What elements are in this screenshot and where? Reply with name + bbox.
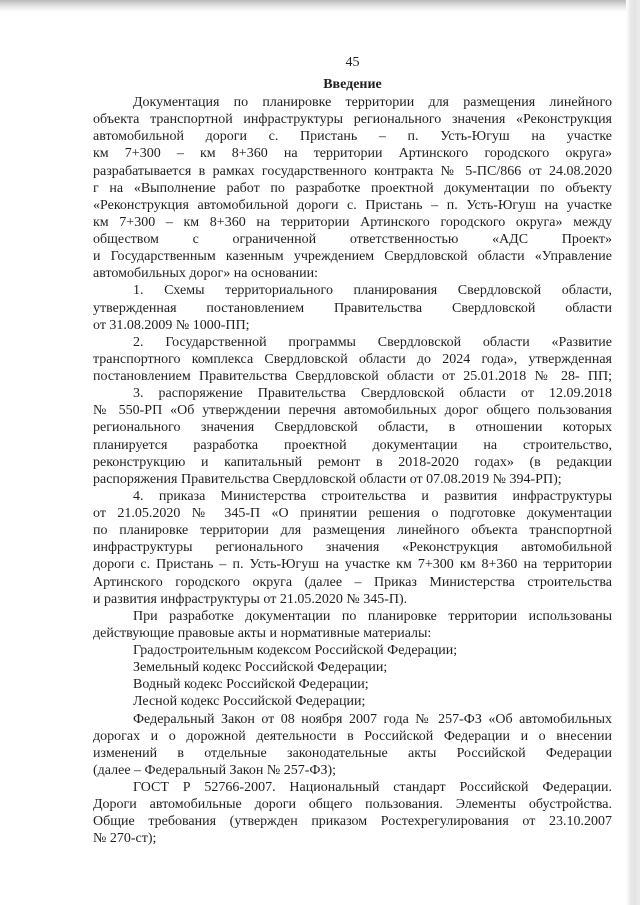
paragraph-materials [93,608,612,642]
text-line: инфраструктуры регионального значения «Реконструкция автомобильной [93,540,612,556]
text-line: изменений в отдельные законодательные акты Российской Федерации [93,745,612,761]
text-line: постановлением Правительства Свердловской области от 25.01.2018 № 28- ПП; [93,369,612,384]
text-line: Водный кодекс Российской Федерации; [133,677,369,693]
text-line: объекта транспортной инфраструктуры регионального значения «Реконструкция [93,112,612,128]
text-line: 2. Государственной программы Свердловской области «Развитие [133,334,612,350]
reference-gost-standard [93,779,612,848]
text-line: дорогах и о дорожной деятельности в Российской Федерации и о внесении [93,728,612,744]
text-line: км 7+300 – км 8+360 на территории Артинского городского округа» между [93,214,612,230]
page-number: 45 [345,55,360,70]
paragraph-intro [93,94,612,282]
reference-town-planning-code [93,642,612,659]
text-line: № 550-РП «Об утверждении перечня автомобильных дорог общего пользования [93,403,612,419]
text-line: по планировке территории для размещения линейного объекта транспортной [93,523,612,539]
text-line: регионального значения Свердловской области, в отношении которых [93,420,612,436]
list-item-4 [93,488,612,608]
reference-land-code [93,659,612,676]
text-line: Артинского городского округа (далее – Приказ Министерства строительства [93,574,612,590]
text-line: автомобильных дорог» на основании: [93,266,319,282]
section-heading: Введение [323,77,382,92]
text-line: разрабатывается в рамках государственного контракта № 5-ПС/866 от 24.08.2020 [93,163,612,179]
text-line: 4. приказа Министерства строительства и развития инфраструктуры [133,488,612,504]
text-line: дороги с. Пристань – п. Усть-Югуш на участке км 7+300 км 8+360 на территории [93,557,612,573]
text-line: «Реконструкция автомобильной дороги с. Пристань – п. Усть-Югуш на участке [93,197,612,213]
text-line: транспортного комплекса Свердловской области до 2024 года», утвержденная [93,351,612,367]
reference-forest-code [93,693,612,710]
list-item-3 [93,385,612,488]
text-line: распоряжения Правительства Свердловской области от 07.08.2019 № 394-РП); [93,471,562,487]
text-line: При разработке документации по планировке территории использованы [133,608,612,624]
text-line: № 270-ст); [93,831,157,847]
text-line: обществом с ограниченной ответственностью «АДС Проект» [93,232,612,247]
scan-right-edge [626,0,640,905]
text-line: утвержденная постановлением Правительства Свердловской области [93,300,612,316]
text-line: автомобильной дороги с. Пристань – п. Усть-Югуш на участке [93,129,612,145]
text-line: г на «Выполнение работ по разработке проектной документации по объекту [93,180,612,196]
list-item-2 [93,334,612,385]
text-line: Федеральный Закон от 08 ноября 2007 года № 257-ФЗ «Об автомобильных [133,711,612,727]
text-line: Градостроительным кодексом Российской Федерации; [133,643,458,658]
document-page [93,54,612,848]
text-line: Общие требования (утвержден приказом Ростехрегулирования от 23.10.2007 [93,814,612,830]
text-line: 1. Схемы территориального планирования Свердловской области, [133,283,612,299]
text-line: Документация по планировке территории для размещения линейного [133,95,612,110]
reference-federal-law [93,711,612,780]
text-line: действующие правовые акты и нормативные материалы: [93,625,432,641]
text-line: км 7+300 – км 8+360 на территории Артинского городского округа» [93,146,612,162]
text-line: Лесной кодекс Российской Федерации; [133,694,366,710]
text-line: ГОСТ Р 52766-2007. Национальный стандарт Российской Федерации. [133,780,612,795]
text-line: (далее – Федеральный Закон № 257-ФЗ); [93,762,337,778]
text-line: и Государственным казенным учреждением Свердловской области «Управление [93,249,612,265]
text-line: Земельный кодекс Российской Федерации; [133,660,388,676]
text-line: и развития инфраструктуры от 21.05.2020 № 345-П). [93,591,408,607]
text-line: Дороги автомобильные дороги общего пользования. Элементы обустройства. [93,797,612,813]
list-item-1 [93,282,612,333]
text-line: от 31.08.2009 № 1000-ПП; [93,317,250,333]
text-line: 3. распоряжение Правительства Свердловской области от 12.09.2018 [133,386,612,402]
text-line: реконструкцию и капитальный ремонт в 2018-2020 годах» (в редакции [93,454,612,470]
text-line: от 21.05.2020 № 345-П «О принятии решения о подготовке документации [93,506,612,521]
reference-water-code [93,676,612,693]
text-line: планируется разработка проектной документации на строительство, [93,437,612,453]
scan-top-edge [0,0,640,12]
